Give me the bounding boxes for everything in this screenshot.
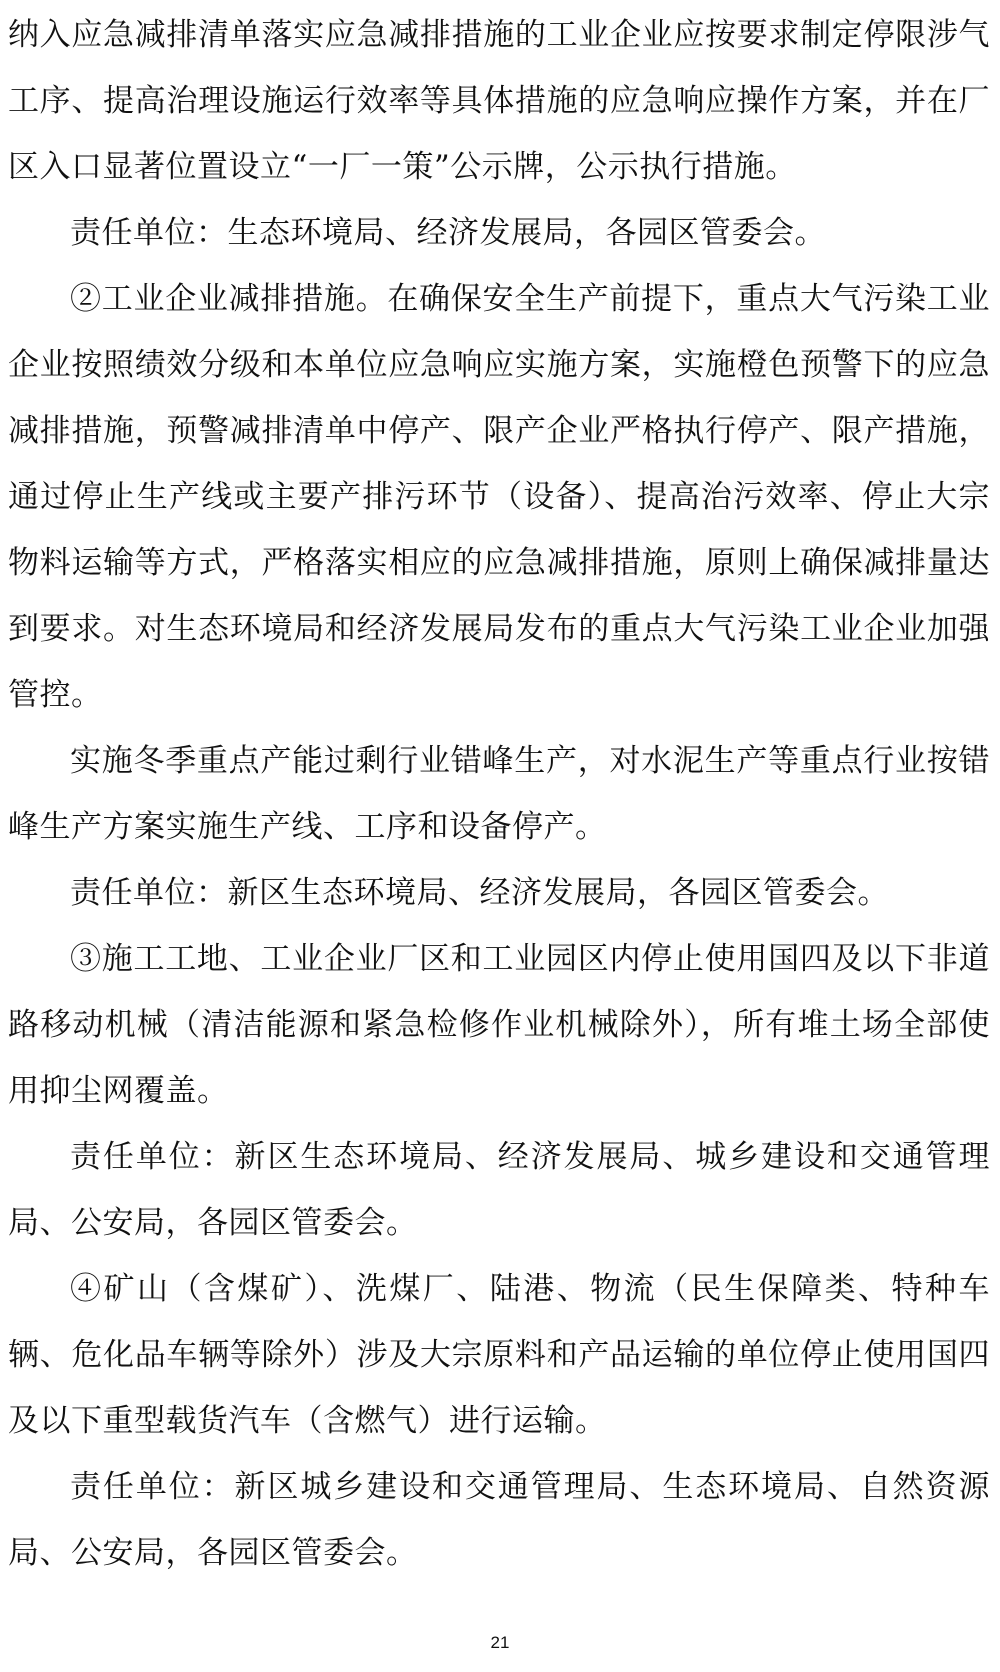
page-number: 21 [490,1633,510,1652]
paragraph-1: 纳入应急减排清单落实应急减排措施的工业企业应按要求制定停限涉气工序、提高治理设施运行效率等具体措施的应急响应操作方案，并在厂区入口显著位置设立“一厂一策”公示牌，公示执行措施。 [8,17,990,185]
paragraph-5-responsible-units: 责任单位：新区生态环境局、经济发展局，各园区管委会。 [70,875,889,911]
paragraph-3-industrial-measures: ②工业企业减排措施。在确保安全生产前提下，重点大气污染工业企业按照绩效分级和本单位应急响应实施方案，实施橙色预警下的应急减排措施，预警减排清单中停产、限产企业严格执行停产、限产措施，通过停止生产线或主要产排污环节（设备）、提高治污效率、停止大宗物料运输等方式，严格落实相应的应急减排措施，原则上确保减排量达到要求。对生态环境局和经济发展局发布的重点大气污染工业企业加强管控。 [8,281,990,713]
paragraph-7-responsible-units: 责任单位：新区生态环境局、经济发展局、城乡建设和交通管理局、公安局，各园区管委会。 [8,1139,990,1241]
paragraph-9-responsible-units: 责任单位：新区城乡建设和交通管理局、生态环境局、自然资源局、公安局，各园区管委会。 [8,1469,990,1571]
paragraph-2-responsible-units: 责任单位：生态环境局、经济发展局，各园区管委会。 [70,215,826,251]
paragraph-6-non-road-machinery: ③施工工地、工业企业厂区和工业园区内停止使用国四及以下非道路移动机械（清洁能源和紧急检修作业机械除外），所有堆土场全部使用抑尘网覆盖。 [8,941,990,1109]
paragraph-8-heavy-trucks: ④矿山（含煤矿）、洗煤厂、陆港、物流（民生保障类、特种车辆、危化品车辆等除外）涉及大宗原料和产品运输的单位停止使用国四及以下重型载货汽车（含燃气）进行运输。 [8,1271,990,1439]
paragraph-4-peak-staggering: 实施冬季重点产能过剩行业错峰生产，对水泥生产等重点行业按错峰生产方案实施生产线、工序和设备停产。 [8,743,990,845]
